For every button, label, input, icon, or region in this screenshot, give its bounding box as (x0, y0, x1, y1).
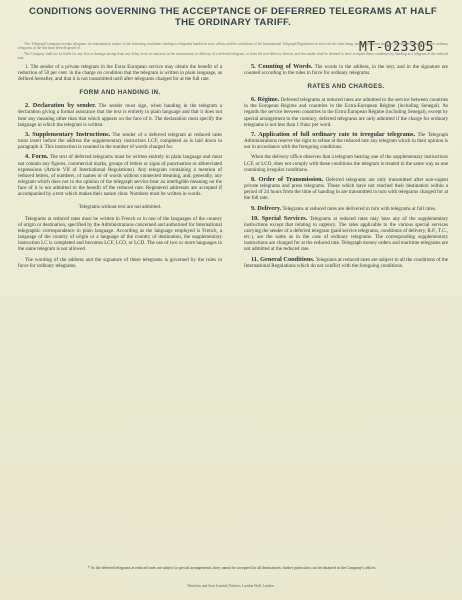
clause-11-text: Telegrams at reduced rates are subject to all the conditions of the International Regulations which do not conflict with the foregoing conditions. (244, 256, 449, 269)
printer-imprint: Waterlow and Sons Limited, Printers, London Wall, London. (187, 584, 275, 588)
clause-3 (18, 132, 222, 150)
clause-7b-text: When the delivery office observes that a telegram bearing one of the supplementary instructions LCF, or LCO, does not comply with these conditions the telegram is treated in the same way as one containing irregular conditions. (244, 154, 448, 173)
right-column (244, 64, 448, 273)
clause-5 (244, 64, 448, 76)
clause-8-lead: 8. Order of Transmission. (251, 175, 324, 183)
clause-8 (244, 177, 448, 202)
clause-3-text: The sender of a deferred telegram at reduced rates must insert before the address the supplementary instruction LCF, completed as is laid down in paragraph 4. This instruction is counted in the number of words charged for. (18, 131, 222, 151)
clause-11-lead: 11. General Conditions. (251, 255, 315, 263)
no-text-note: Telegrams without text are not admitted. (78, 203, 162, 210)
clause-9-lead: 9. Delivery. (251, 204, 282, 212)
reference-number: MT-023305 (359, 40, 434, 55)
document-title (18, 6, 448, 28)
clause-1: 1. The sender of a private telegram in the Extra European service may obtain the benefit of a reduction of 50 per cent. in the charge on condition that the telegram is written in plain language, as defined hereafter, and that it is not transmitted until after telegrams charged for at the full rate. (18, 63, 222, 82)
clause-2-text: The sender must sign, when handing in the telegram a declaration giving a formal assurance that the text is entirely in plain language and that it does not bear any meaning other than that which appears on the face of it. The declaration must specify the language in which the telegram is written. (18, 103, 222, 128)
clause-4-text: The text of deferred telegrams must be written entirely in plain language and must not contain any figures, commercial marks, groups of letters or signs of punctuation or abbreviated expressions (Article VII of International Regulations). Any telegram containing a mention of reduced letters, of numbers, of names or of words without connected meaning, and, generally, any telegram which does not in the opinion of the telegraph service bear an intelligible meaning on the face of it is not admitted to the benefit of the reduced rate. Registered addresses are accepted if accompanied by a text which makes their nature clear. Numbers must be written in words. (18, 154, 223, 198)
clause-9 (244, 206, 448, 212)
preamble-paragraph-2: The Company shall not be liable for any loss or damage arising from any delay, error or omission in the transmission or delivery of a deferred telegram, or from the non-delivery thereof, and the sender shall be deemed to have accepted these conditions by handing in a telegram at the reduced rate. (18, 52, 448, 61)
clause-7-continuation (244, 154, 448, 172)
clause-5-lead: 5. Counting of Words. (251, 62, 313, 70)
clause-4-lead: 4. Form. (25, 153, 49, 161)
language-paragraph: Telegrams at reduced rates must be written in French or in one of the languages of the country of origin or destination, specified by the Administrations concerned and authorised for International telegraphic correspondence in plain language. According as the language employed is French, a language of the country of origin or a language of the country of destination, the supplementary instruction LC is completed and becomes LCF, LCO, or LCD. The use of two or more languages in the same telegram is not allowed. (18, 215, 222, 253)
preamble-paragraph-1: This Telegraph Company accepts telegrams for transmission subject to the following conditions relating to telegrams handed in at its offices and the conditions of the International Telegraph Regulations in force for the time being, and the telegrams shall not be transmitted until after the ordinary telegrams of the day have been disposed of. (18, 42, 448, 51)
clause-10-text: Telegrams at reduced rates may bear any of the supplementary instructions except that relating to urgency. The rates applicable to the various special services carrying the sender of a deferred telegram (paid service telegrams, conditions of delivery, R.P., T.C., etc.), are the same as in the case of ordinary telegrams. The corresponding supplementary instructions are charged for at the reduced rate. Telegraph money orders and maritime telegrams are not admitted at the reduced rate. (244, 215, 449, 253)
clause-7-text: The Telegraph Administrations reserve the right to refuse at the reduced rate any telegram which in their opinion is not in accordance with the foregoing conditions. (244, 131, 448, 151)
clause-7-lead: 7. Application of full ordinary rate to irregular telegrams. (251, 130, 416, 138)
two-column-body (18, 64, 448, 273)
clause-5-text: The words in the address, in the text, and in the signature are counted according to the rules in force for ordinary telegrams. (244, 63, 448, 76)
clause-8-text: Deferred telegrams are only transmitted after non-urgent private telegrams and press telegrams. Those which have not reached their destination within a period of 24 hours from the time of handing in are transmitted in turn with telegrams charged for at the full rate. (244, 176, 448, 202)
clause-2 (18, 103, 222, 128)
section-heading-form: FORM AND HANDING IN. (79, 89, 161, 97)
clause-10 (244, 216, 448, 253)
left-column (18, 64, 222, 273)
clause-6-lead: 6. Régime. (251, 96, 280, 104)
address-signature-paragraph: The wording of the address and the signature of these telegrams is governed by the rules in force for ordinary telegrams. (18, 256, 222, 269)
clause-10-lead: 10. Special Services. (251, 214, 308, 222)
clause-2-lead: 2. Declaration by sender. (25, 102, 96, 110)
title-line-2: THE ORDINARY TARIFF. (174, 17, 292, 28)
clause-6 (244, 97, 448, 128)
clause-7 (244, 132, 448, 150)
footnote: * As the deferred telegrams at reduced rates are subject to special arrangements, they cannot be accepted for all destinations; further particulars can be obtained at the Company's offices. (87, 566, 377, 570)
section-heading-rates: RATES AND CHARGES. (307, 83, 385, 90)
clause-9-text: Telegrams at reduced rates are delivered in turn with telegrams at full rates. (282, 205, 437, 212)
clause-11 (244, 257, 448, 269)
clause-4 (18, 154, 222, 197)
clause-6-text: Deferred telegrams at reduced rates are admitted to the service between countries in the European Régime and countries in the Extra-European Régime (including Senegal). As regards the service between countries in the Extra European Régime (including Senegal), except by special arrangement to the contrary, deferred telegrams are only admitted if the charge for ordinary telegrams is not less than 1 franc per word. (244, 97, 449, 128)
preamble (18, 42, 448, 61)
title-line-1: CONDITIONS GOVERNING THE ACCEPTANCE OF DEFERRED TELEGRAMS AT HALF (28, 6, 438, 17)
clause-3-lead: 3. Supplementary Instructions. (25, 130, 111, 138)
